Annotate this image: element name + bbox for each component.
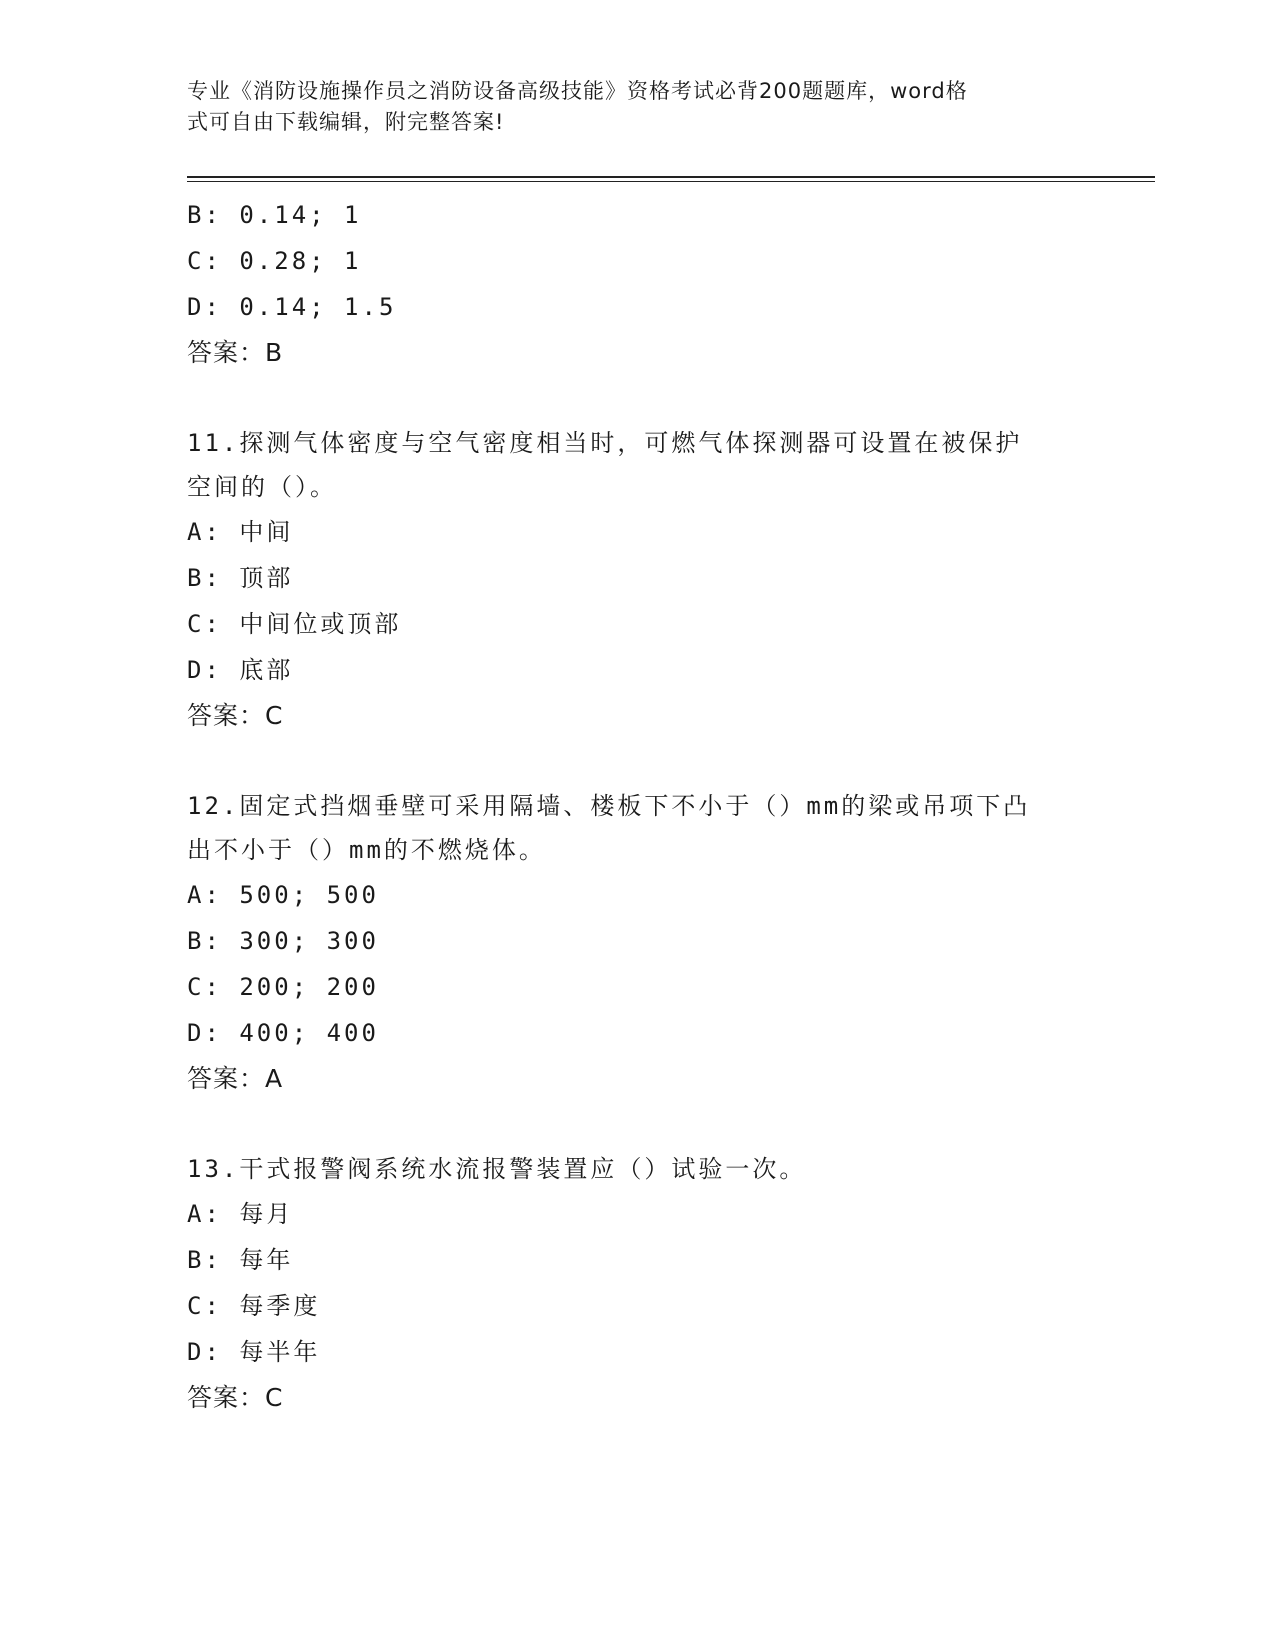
- question-stem-line-1: 13.干式报警阀系统水流报警装置应（）试验一次。: [187, 1155, 807, 1183]
- option-d: D: 底部: [187, 656, 294, 684]
- header-line-1: 专业《消防设施操作员之消防设备高级技能》资格考试必背200题题库，word格: [187, 79, 968, 103]
- question-stem-line-2: 出不小于（）mm的不燃烧体。: [187, 836, 546, 864]
- option-d: D: 0.14; 1.5: [187, 293, 397, 321]
- option-c: C: 200; 200: [187, 973, 379, 1001]
- option-a: A: 500; 500: [187, 881, 379, 909]
- option-c: C: 中间位或顶部: [187, 610, 402, 638]
- question-gap: [187, 739, 1087, 784]
- answer-line: 答案：C: [187, 701, 284, 730]
- header-divider-thin: [187, 181, 1155, 182]
- question-gap: [187, 1102, 1087, 1147]
- question-stem: [187, 421, 1087, 509]
- option-c: C: 0.28; 1: [187, 247, 362, 275]
- question-stem-line-1: 11.探测气体密度与空气密度相当时，可燃气体探测器可设置在被保护: [187, 429, 1023, 457]
- question-12: [187, 784, 1087, 1102]
- answer-line: 答案：B: [187, 338, 284, 367]
- question-13: [187, 1147, 1087, 1421]
- question-stem: [187, 1147, 1087, 1191]
- answer-line: 答案：A: [187, 1064, 284, 1093]
- header-divider-thick: [187, 176, 1155, 178]
- question-stem-line-1: 12.固定式挡烟垂壁可采用隔墙、楼板下不小于（）mm的梁或吊项下凸: [187, 792, 1031, 820]
- option-b: B: 0.14; 1: [187, 201, 362, 229]
- question-11: [187, 421, 1087, 739]
- option-b: B: 每年: [187, 1246, 294, 1274]
- question-10-continuation: [187, 192, 1087, 376]
- option-a: A: 每月: [187, 1200, 294, 1228]
- option-b: B: 顶部: [187, 564, 294, 592]
- option-a: A: 中间: [187, 518, 294, 546]
- header-line-2: 式可自由下载编辑，附完整答案!: [187, 110, 505, 134]
- option-d: D: 每半年: [187, 1338, 321, 1366]
- option-c: C: 每季度: [187, 1292, 321, 1320]
- option-b: B: 300; 300: [187, 927, 379, 955]
- answer-line: 答案：C: [187, 1383, 284, 1412]
- question-gap: [187, 376, 1087, 421]
- question-stem: [187, 784, 1087, 872]
- document-header: [187, 76, 1067, 138]
- option-d: D: 400; 400: [187, 1019, 379, 1047]
- question-stem-line-2: 空间的（）。: [187, 473, 337, 501]
- question-list: [187, 192, 1087, 1421]
